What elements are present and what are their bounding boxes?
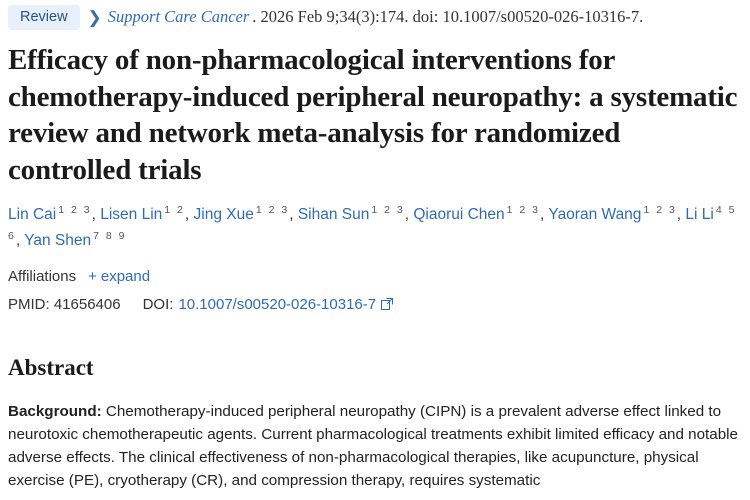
plus-icon: + bbox=[88, 268, 97, 286]
abstract-heading: Abstract bbox=[8, 355, 94, 381]
citation-details: . 2026 Feb 9;34(3):174. doi: 10.1007/s00520-026-10316-7. bbox=[252, 7, 644, 26]
affiliations-row bbox=[8, 268, 742, 285]
author-affiliation-refs: 1 2 3 bbox=[643, 204, 677, 217]
pmid-value: 41656406 bbox=[53, 296, 121, 314]
author-link[interactable]: Jing Xue bbox=[193, 206, 254, 224]
expand-affiliations-button[interactable] bbox=[88, 268, 150, 285]
expand-label: expand bbox=[100, 268, 151, 286]
author-affiliation-refs: 1 2 bbox=[164, 204, 185, 217]
external-link-icon bbox=[381, 297, 393, 314]
author-link[interactable]: Lin Cai bbox=[8, 206, 57, 224]
author-affiliation-refs: 1 2 3 bbox=[371, 204, 405, 217]
author-affiliation-refs: 7 8 9 bbox=[93, 230, 127, 243]
scrollbar[interactable] bbox=[746, 0, 750, 500]
author-affiliation-refs: 1 2 3 bbox=[255, 204, 290, 217]
author-list bbox=[8, 202, 742, 254]
author-item: Jing Xue $^{1 2 3}$, bbox=[193, 204, 298, 224]
page-title: Efficacy of non-pharmacological interventions for chemotherapy-induced peripheral neuropathy: a systematic review and network meta-analysis for randomized controlled trials bbox=[8, 44, 738, 186]
author-item: Yaoran Wang $^{1 2 3}$, bbox=[548, 204, 686, 224]
abstract-section-label: Background: bbox=[8, 403, 102, 421]
pmid-group bbox=[8, 296, 121, 313]
citation-line bbox=[8, 0, 742, 30]
doi-label: DOI: bbox=[142, 296, 174, 314]
affiliations-label: Affiliations bbox=[8, 268, 77, 286]
author-link[interactable]: Sihan Sun bbox=[297, 206, 370, 224]
author-affiliation-refs: 1 2 3 bbox=[58, 204, 92, 217]
author-link[interactable]: Yan Shen bbox=[24, 232, 92, 250]
identifiers-row bbox=[8, 296, 742, 313]
author-item bbox=[24, 232, 126, 249]
author-item: Sihan Sun $^{1 2 3}$, bbox=[297, 204, 414, 224]
author-item: Lisen Lin $^{1 2}$, bbox=[100, 204, 194, 224]
author-affiliation-refs: 1 2 3 bbox=[506, 204, 541, 217]
author-link[interactable]: Li Li bbox=[685, 206, 714, 224]
publication-type-badge[interactable]: Review bbox=[8, 5, 80, 30]
author-item: Li Li $^{4 5 6}$, bbox=[8, 204, 737, 250]
doi-link[interactable]: 10.1007/s00520-026-10316-7 bbox=[178, 296, 377, 314]
author-link[interactable]: Lisen Lin bbox=[100, 206, 163, 224]
author-link[interactable]: Qiaorui Chen bbox=[413, 206, 505, 224]
author-link[interactable]: Yaoran Wang bbox=[548, 206, 642, 224]
abstract-paragraph bbox=[8, 400, 742, 492]
author-item: Lin Cai $^{1 2 3}$, bbox=[8, 204, 101, 224]
pmid-label: PMID: bbox=[8, 296, 50, 314]
author-item: Qiaorui Chen $^{1 2 3}$, bbox=[413, 204, 549, 224]
author-affiliation-refs: 4 5 6 bbox=[8, 204, 737, 243]
journal-link[interactable]: Support Care Cancer bbox=[107, 7, 250, 26]
abstract-section-text: Chemotherapy-induced peripheral neuropathy (CIPN) is a prevalent adverse effect linked to neurotoxic chemotherapeutic agents. Current pharmacological treatments exhibit limited efficacy and notable adverse effects. The clinical effectiveness of non-pharmacological therapies, like acupuncture, physical exercise (PE), cryotherapy (CR), and compression therapy, requires systematic bbox=[8, 403, 738, 490]
chevron-right-icon: ❯ bbox=[87, 7, 102, 27]
